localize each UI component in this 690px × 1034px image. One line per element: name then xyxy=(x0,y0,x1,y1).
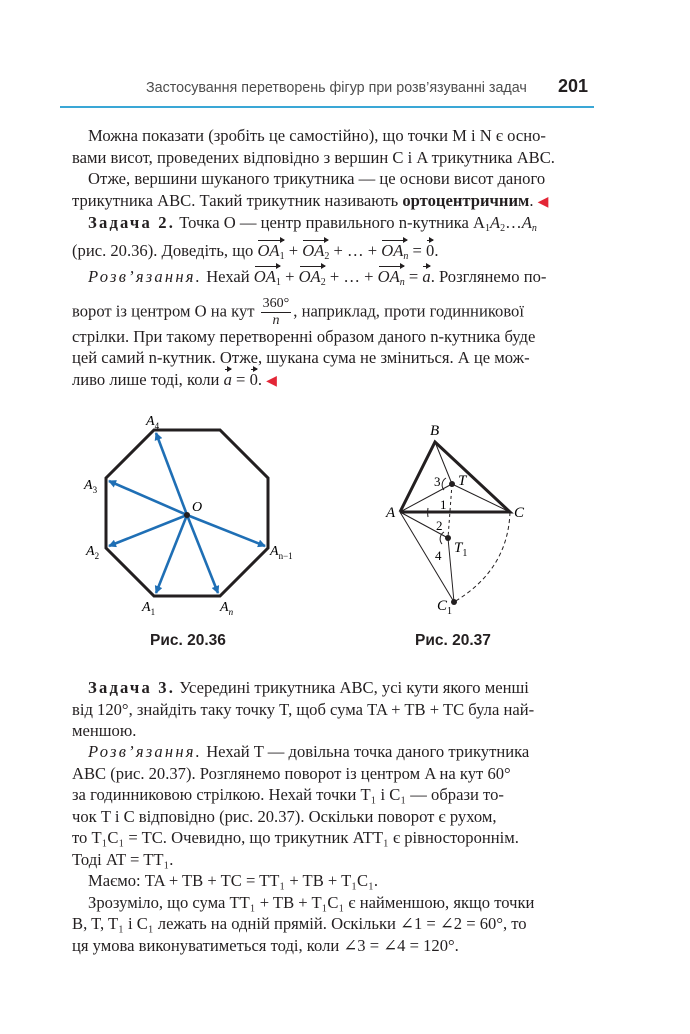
running-title: Застосування перетворень фігур при розв’язуванні задач xyxy=(146,80,527,96)
label-a4: $A_4$ xyxy=(146,414,160,431)
vector-oan: $OA_n$ xyxy=(378,266,405,294)
text-line: Можна показати (зробіть це самостійно), що точки M і N є осно- xyxy=(88,126,546,145)
vector-oa2: $OA_2$ xyxy=(302,240,329,268)
solution-3 xyxy=(72,741,588,956)
text-line: Маємо: TA + TB + TC = TT₁ + TB + T₁C₁. xyxy=(88,871,379,890)
text-line: стрілки. При такому перетворенні образом даного n-кутника буде xyxy=(72,326,536,346)
vector-a: a xyxy=(422,267,431,286)
label-a3: $A_3$ xyxy=(84,478,98,495)
text-fragment: ворот із центром O на кут xyxy=(72,300,255,320)
text-fragment: (рис. 20.36). Доведіть, що xyxy=(72,240,254,260)
text-fragment: . xyxy=(529,190,534,210)
end-of-proof-marker: ◀ xyxy=(266,373,277,389)
zero-vector: 0 xyxy=(426,240,435,260)
solution-label: Розв’язання. xyxy=(88,267,203,286)
fraction-numerator: 360° xyxy=(262,295,290,311)
text-line: за годинниковою стрілкою. Нехай точки T₁ і C₁ — образи то- xyxy=(72,785,504,804)
page-header xyxy=(60,76,594,108)
label-a2: $A_2$ xyxy=(86,544,100,561)
label-b: B xyxy=(430,423,440,439)
text-line: то T₁C₁ = TC. Очевидно, що трикутник ATT₁ є рівностороннім. xyxy=(72,828,519,847)
solution-label: Розв’язання. xyxy=(88,742,203,761)
label-a1: $A_1$ xyxy=(142,600,156,617)
text-line: Тоді AT = TT₁. xyxy=(72,849,174,869)
text-line xyxy=(88,677,588,699)
vector-oa2: $OA_2$ xyxy=(299,266,326,294)
page-number: 201 xyxy=(557,76,588,96)
text-line: цей самий n-кутник. Отже, шукана сума не зміниться. А це мож- xyxy=(72,348,530,367)
text-line: вами висот, проведених відповідно з вершин C і A трикутника ABC. xyxy=(72,147,555,167)
label-a: A xyxy=(386,505,396,521)
text-line: Розв’язання. Нехай $OA_1 + OA_2$ + … + $OA_n = a$. Розглянемо по- xyxy=(88,266,588,294)
text-line: ливо лише тоді, коли a = 0. ◀ xyxy=(72,369,277,389)
text-fragment: Нехай xyxy=(206,267,250,286)
fraction-denominator: n xyxy=(272,312,280,328)
zero-vector: 0 xyxy=(249,369,258,389)
solution-2 xyxy=(72,266,588,392)
label-o: O xyxy=(192,500,203,515)
figure-caption-20-37: Рис. 20.37 xyxy=(415,632,491,649)
task-2 xyxy=(72,212,588,267)
angle-label-3: 3 xyxy=(434,474,441,489)
text-line xyxy=(72,190,588,214)
label-an1: $A_{n-1}$ xyxy=(270,544,293,561)
text-line xyxy=(72,296,588,326)
text-line: Отже, вершини шуканого трикутника — це основи висот даного xyxy=(88,169,546,188)
label-an: $A_n$ xyxy=(220,600,234,617)
text-line xyxy=(88,741,588,763)
text-line: від 120°, знайдіть таку точку T, щоб сума TA + TB + TC була най- xyxy=(72,699,535,719)
label-t: T xyxy=(458,473,467,489)
task-3 xyxy=(72,677,588,742)
text-line: ABC (рис. 20.37). Розглянемо поворот із центром A на кут 60° xyxy=(72,763,511,783)
text-line: чок T і C відповідно (рис. 20.37). Оскільки поворот є рухом, xyxy=(72,806,497,826)
text-fragment: Нехай T — довільна точка даного трикутника xyxy=(206,742,530,761)
text-fragment: . Розглянемо по- xyxy=(430,267,547,286)
text-fragment: Точка O — центр правильного n-кутника A xyxy=(179,213,486,232)
term-orthocentric: ортоцентричним xyxy=(402,190,530,210)
end-of-proof-marker: ◀ xyxy=(537,194,549,210)
text-line: ця умова виконуватиметься тоді, коли ∠3 = ∠4 = 120°. xyxy=(72,935,459,955)
text-fragment: трикутника ABC. Такий трикутник називають xyxy=(72,190,403,210)
label-c: C xyxy=(514,505,525,521)
triangle-abc xyxy=(400,442,510,512)
angle-fraction xyxy=(261,296,292,329)
text-line: B, T, T₁ і C₁ лежать на одній прямій. Оскільки ∠1 = ∠2 = 60°, то xyxy=(72,914,527,933)
angle-label-1: 1 xyxy=(440,497,447,512)
text-line: Задача 2. Точка O — центр правильного n-кутника $A_1A_2\dots A_n$ xyxy=(88,213,537,234)
task-label: Задача 3. xyxy=(88,678,176,697)
angle-label-4: 4 xyxy=(435,548,442,563)
text-fragment: Усередині трикутника ABC, усі кути якого менші xyxy=(179,678,529,697)
label-c1: $C_1$ xyxy=(437,598,453,617)
text-line: меншою. xyxy=(72,721,137,740)
label-t1: $T_1$ xyxy=(454,540,468,559)
vector-oan: $OA_n$ xyxy=(381,240,408,268)
figure-caption-20-36: Рис. 20.36 xyxy=(150,632,226,649)
text-fragment: ливо лише тоді, коли xyxy=(72,369,220,389)
task-label: Задача 2. xyxy=(88,213,176,232)
text-fragment: , наприклад, проти годинникової xyxy=(293,300,524,320)
vector-oa1: $OA_1$ xyxy=(254,266,281,294)
text-line: Зрозуміло, що сума TT₁ + TB + T₁C₁ є найменшою, якщо точки xyxy=(88,892,535,912)
vector-oa1: $OA_1$ xyxy=(257,240,284,268)
text-line: (рис. 20.36). Доведіть, що $OA_1 + OA_2$ + … + $OA_n = 0$. xyxy=(72,240,588,268)
figure-20-36 xyxy=(80,405,293,625)
angle-label-2: 2 xyxy=(436,518,443,533)
intro-text xyxy=(72,125,588,213)
figure-20-37 xyxy=(380,420,550,620)
vector-a: a xyxy=(223,369,232,389)
